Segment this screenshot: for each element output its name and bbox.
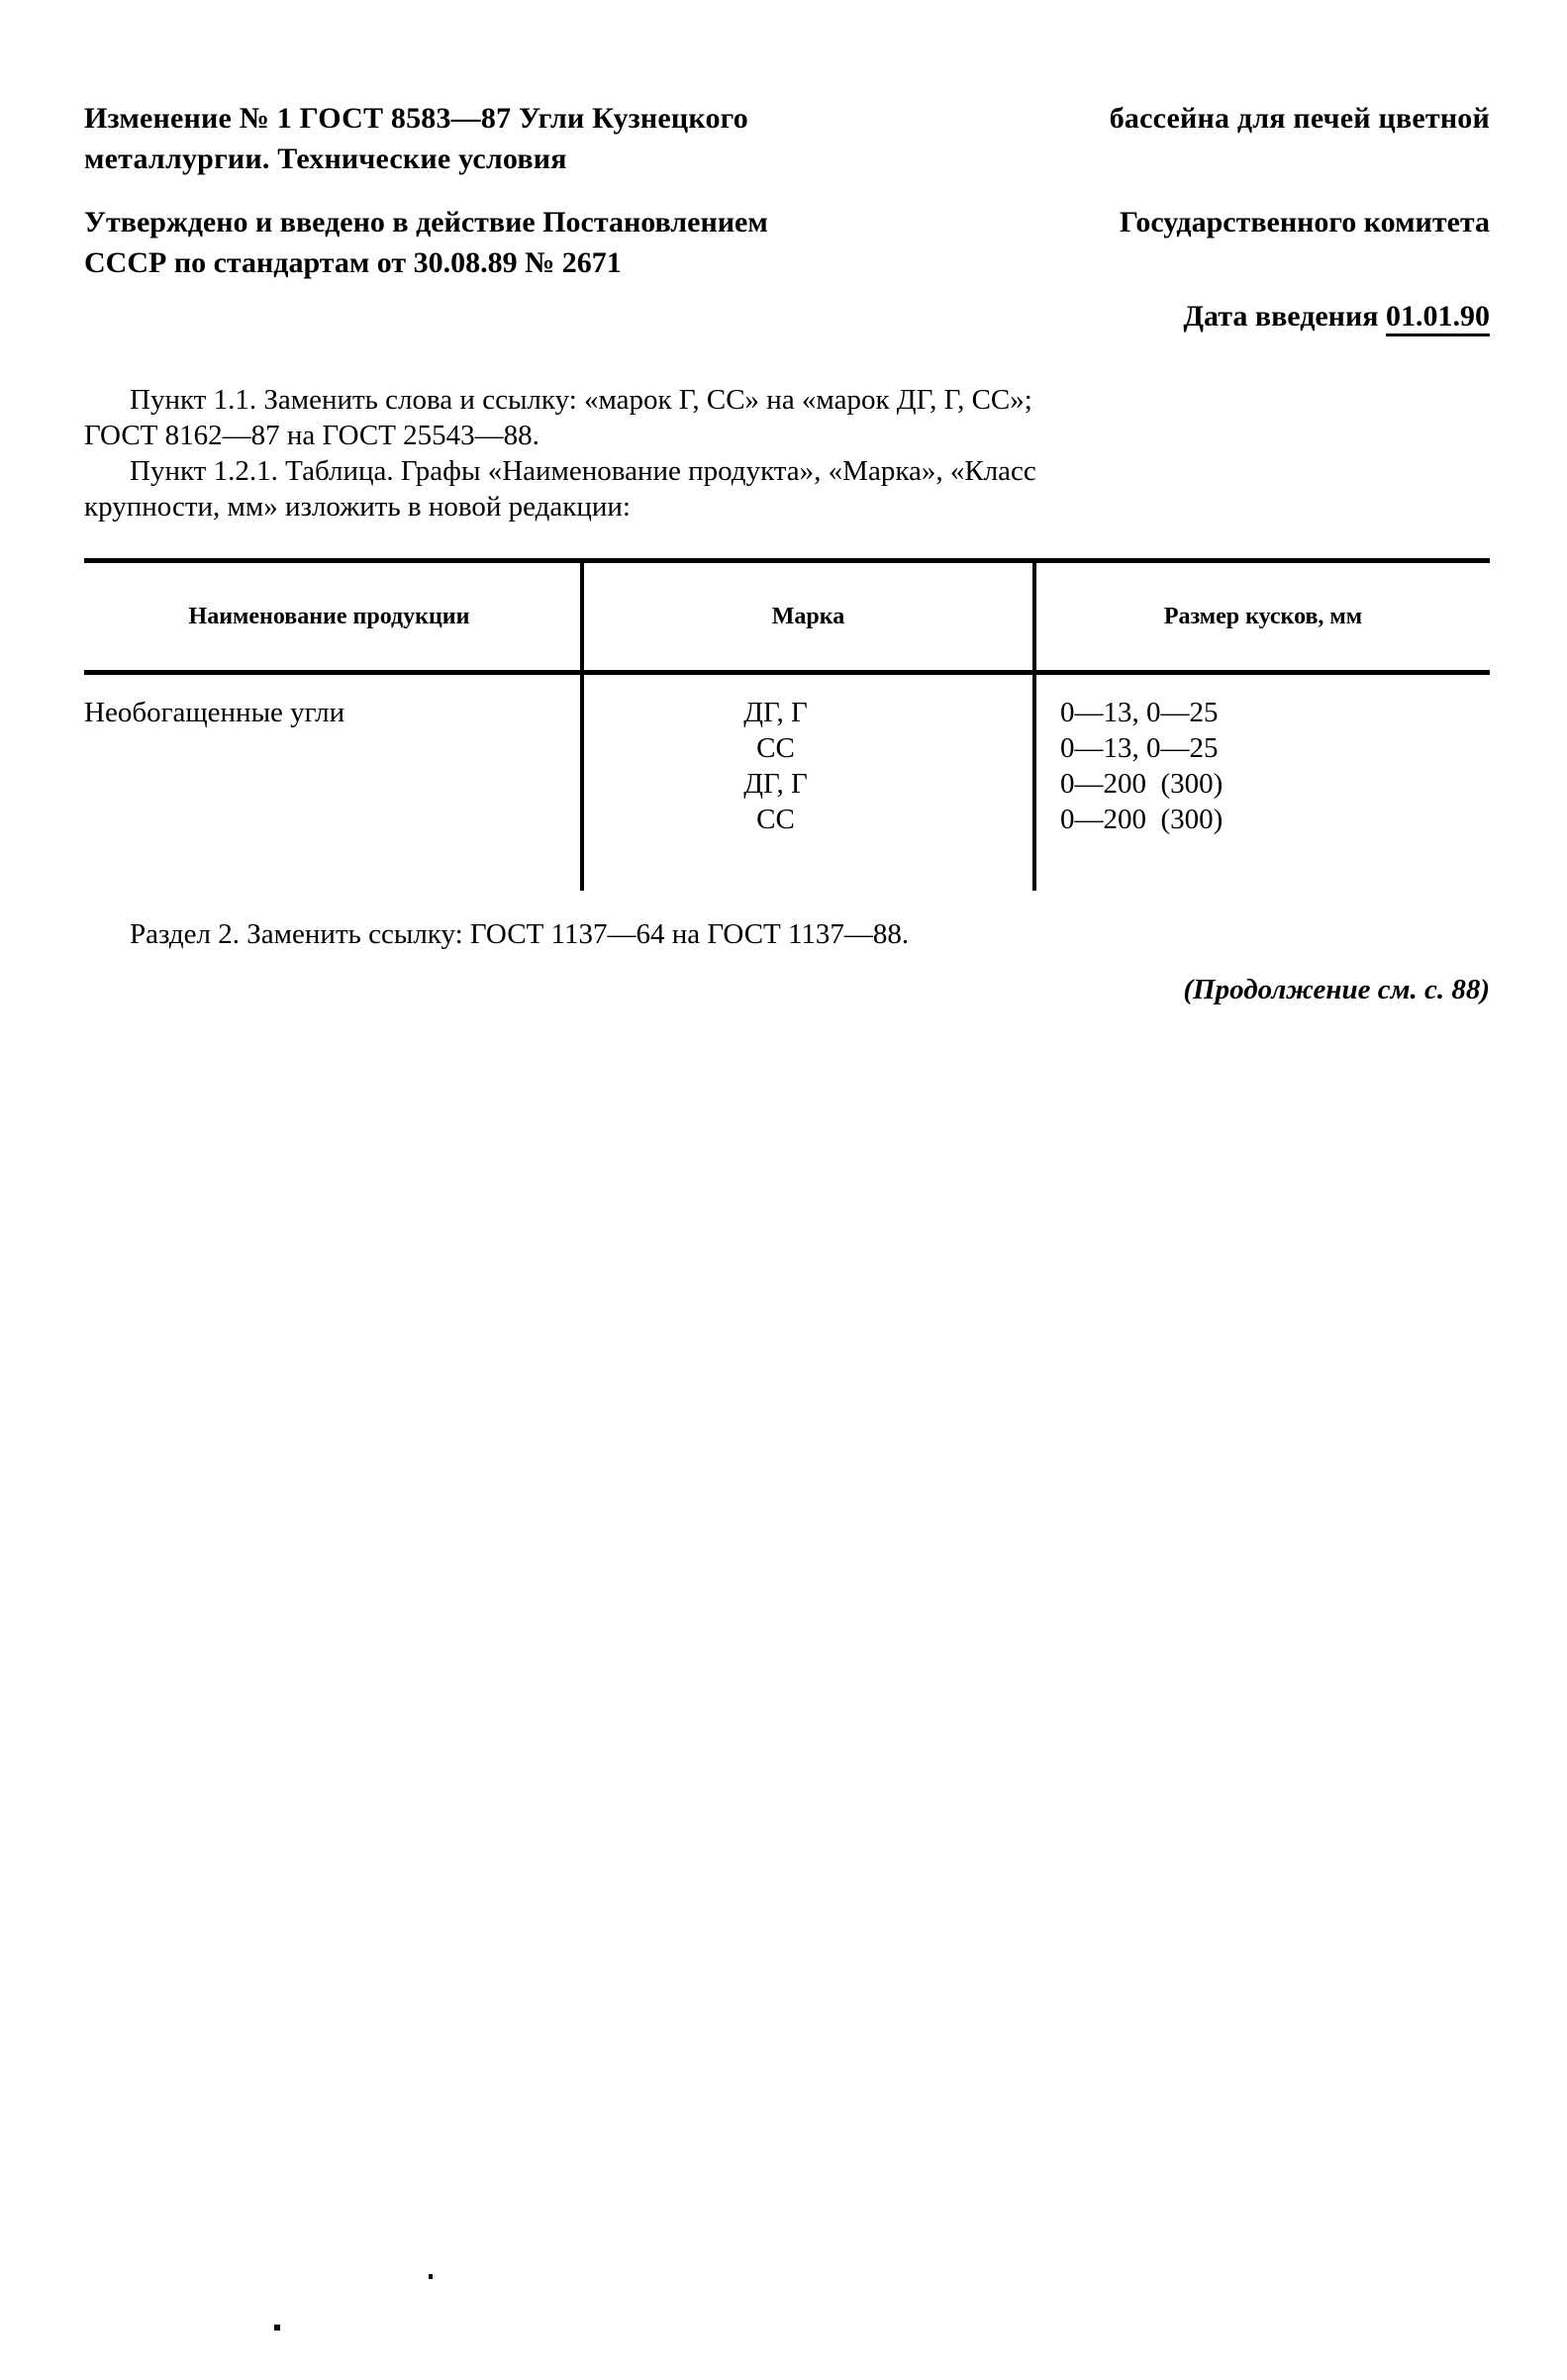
mark-line: СС — [756, 804, 795, 835]
table-header-size: Размер кусков, мм — [1034, 563, 1490, 670]
paragraph-item-1-1-line-1: Пункт 1.1. Заменить слова и ссылку: «марок Г, СС» на «марок ДГ, Г, СС»; — [130, 384, 1032, 416]
heading-line-1-right: бассейна для печей цветной — [1109, 102, 1490, 135]
scan-speck — [274, 2325, 280, 2331]
effective-date-value: 01.01.90 — [1386, 300, 1490, 336]
heading-line-1 — [84, 99, 1490, 139]
paragraph-item-1-2-1 — [84, 453, 1490, 524]
continuation-note: (Продолжение см. с. 88) — [1183, 974, 1490, 1005]
paragraph-item-1-1-line-2: ГОСТ 8162—87 на ГОСТ 25543—88. — [84, 420, 539, 451]
table-header-name: Наименование продукции — [188, 603, 470, 629]
table-cell-mark — [582, 675, 1034, 891]
heading-line-2: металлургии. Технические условия — [84, 143, 567, 175]
size-line: 0—13, 0—25 — [1060, 697, 1219, 728]
approval-line-1-right: Государственного комитета — [1119, 206, 1490, 238]
table-cell-name: Необогащенные угли — [84, 697, 345, 728]
product-table — [84, 558, 1490, 891]
table-row — [84, 675, 1490, 891]
approval-line-1-left: Утверждено и введено в действие Постановлением — [84, 206, 768, 238]
approval-line-2: СССР по стандартам от 30.08.89 № 2671 — [84, 246, 622, 279]
document-content — [84, 99, 1490, 1006]
paragraph-section-2 — [84, 916, 1490, 952]
paragraph-item-1-2-1-line-2: крупности, мм» изложить в новой редакции: — [84, 491, 631, 523]
product-table-head — [84, 563, 1490, 670]
paragraph-item-1-1 — [84, 382, 1490, 453]
table-header-mark: Марка — [582, 563, 1034, 670]
scan-speck — [429, 2274, 433, 2279]
effective-date-label: Дата введения — [1183, 300, 1379, 333]
size-line: 0—200 (300) — [1060, 768, 1224, 800]
approval-block — [84, 203, 1490, 283]
mark-line: ДГ, Г — [743, 697, 808, 728]
paragraph-section-2-text: Раздел 2. Заменить ссылку: ГОСТ 1137—64 на ГОСТ 1137—88. — [130, 918, 910, 950]
mark-line: СС — [756, 732, 795, 764]
table-cell-size — [1034, 675, 1490, 891]
size-lines — [1060, 695, 1490, 837]
product-table-body — [84, 675, 1490, 891]
mark-lines — [584, 695, 967, 837]
size-line: 0—200 (300) — [1060, 804, 1224, 835]
effective-date-row — [84, 297, 1490, 336]
heading-line-1-left: Изменение № 1 ГОСТ 8583—87 Угли Кузнецкого — [84, 102, 748, 135]
approval-line-1 — [84, 203, 1490, 242]
table-header-row — [84, 563, 1490, 670]
mark-line: ДГ, Г — [743, 768, 808, 800]
size-line: 0—13, 0—25 — [1060, 732, 1219, 764]
document-heading — [84, 99, 1490, 179]
paragraph-item-1-2-1-line-1: Пункт 1.2.1. Таблица. Графы «Наименование продукта», «Марка», «Класс — [130, 455, 1036, 487]
